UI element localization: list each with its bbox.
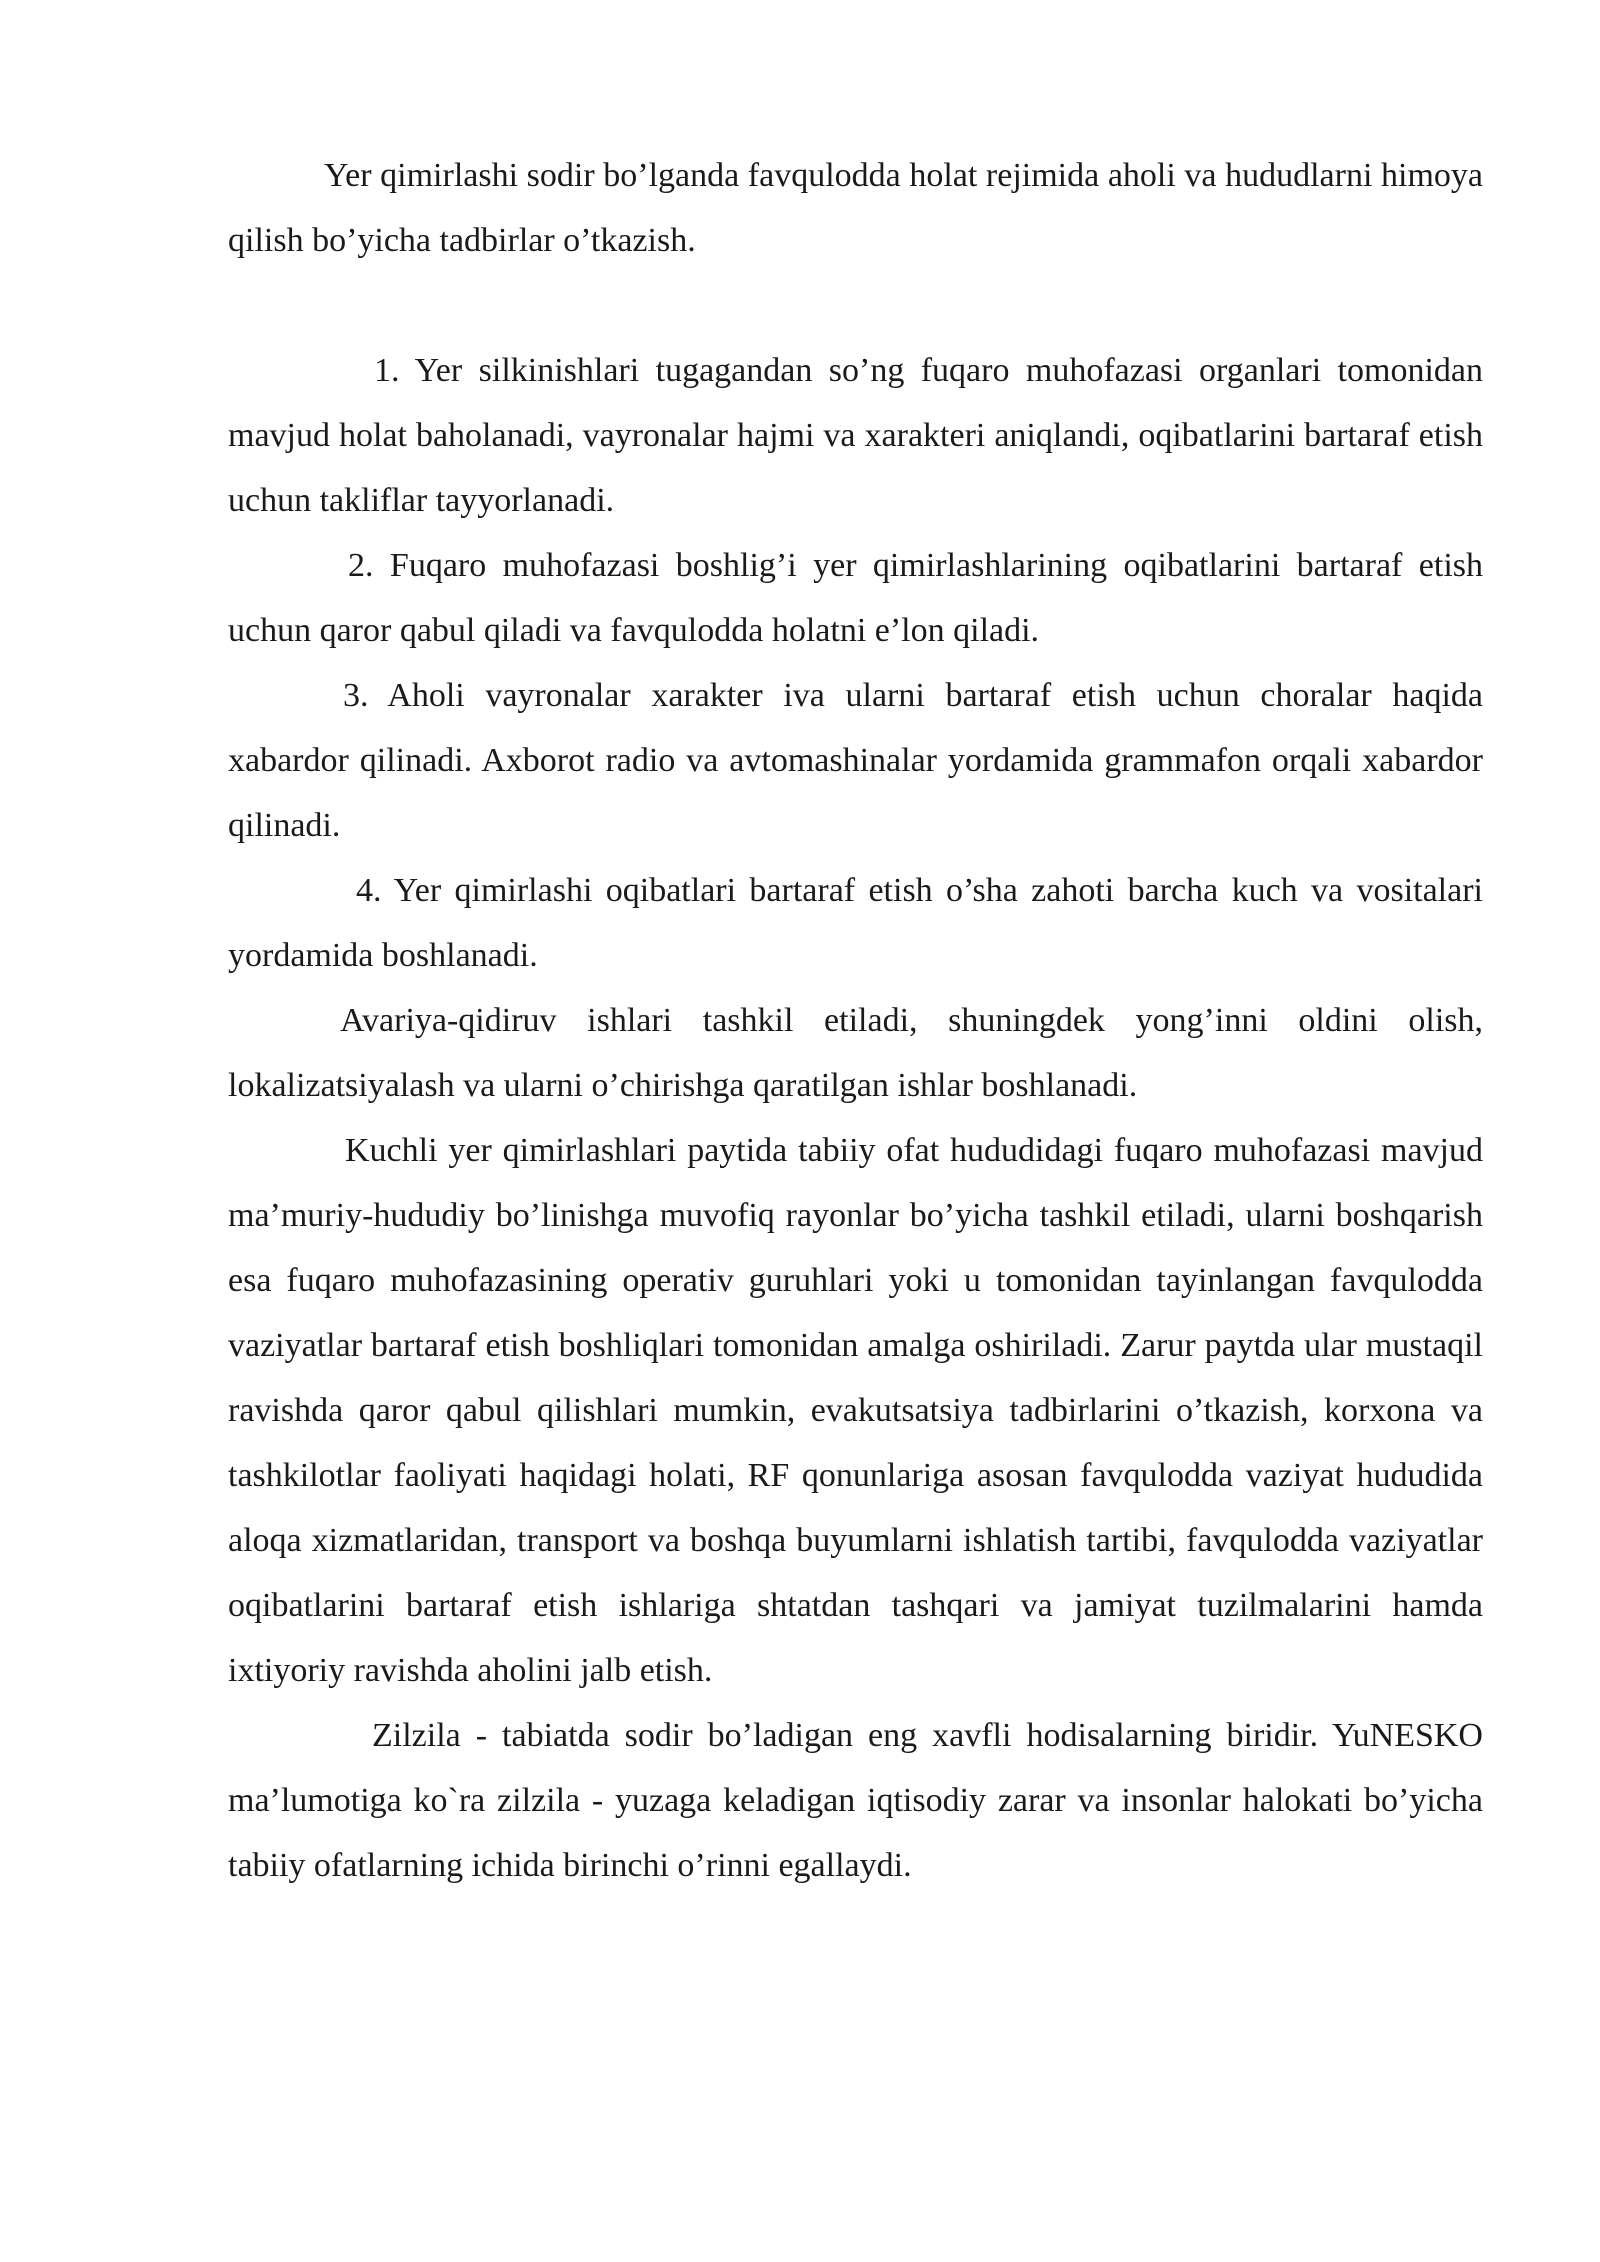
paragraph-item-1: 1. Yer silkinishlari tugagandan so’ng fuqaro muhofazasi organlari tomonidan mavjud holat baholanadi, vayronalar hajmi va xarakteri aniqlandi, oqibatlarini bartaraf etish uchun takliflar tayyorlanadi.: [228, 352, 1483, 519]
paragraph-unesco: Zilzila - tabiatda sodir bo’ladigan eng xavfli hodisalarning biridir. YuNESKO ma’lumotiga ko`ra zilzila - yuzaga keladigan iqtisodiy zarar va insonlar halokati bo’yicha tabiiy ofatlarning ichida birinchi o’rinni egallaydi.: [228, 1717, 1483, 1884]
paragraph-item-3: 3. Aholi vayronalar xarakter iva ularni bartaraf etish uchun choralar haqida xabardor qilinadi. Axborot radio va avtomashinalar yordamida grammafon orqali xabardor qilinadi.: [228, 677, 1483, 844]
paragraph-strong-earthquakes: Kuchli yer qimirlashlari paytida tabiiy ofat hududidagi fuqaro muhofazasi mavjud ma’muriy-hududiy bo’linishga muvofiq rayonlar bo’yicha tashkil etiladi, ularni boshqarish esa fuqaro muhofazasining operativ guruhlari yoki u tomonidan tayinlangan favqulodda vaziyatlar bartaraf etish boshliqlari tomonidan amalga oshiriladi. Zarur paytda ular mustaqil ravishda qaror qabul qilishlari mumkin, evakutsatsiya tadbirlarini o’tkazish, korxona va tashkilotlar faoliyati haqidagi holati, RF qonunlariga asosan favqulodda vaziyat hududida aloqa xizmatlaridan, transport va boshqa buyumlarni ishlatish tartibi, favqulodda vaziyatlar oqibatlarini bartaraf etish ishlariga shtatdan tashqari va jamiyat tuzilmalarini hamda ixtiyoriy ravishda aholini jalb etish.: [228, 1132, 1483, 1689]
blank-line: [228, 273, 1483, 338]
document-heading: Yer qimirlashi sodir bo’lganda favqulodda holat rejimida aholi va hududlarni himoya qilish bo’yicha tadbirlar o’tkazish.: [228, 157, 1483, 259]
paragraph-item-4: 4. Yer qimirlashi oqibatlari bartaraf etish o’sha zahoti barcha kuch va vositalari yordamida boshlanadi.: [228, 872, 1483, 974]
paragraph-item-2: 2. Fuqaro muhofazasi boshlig’i yer qimirlashlarining oqibatlarini bartaraf etish uchun qaror qabul qiladi va favqulodda holatni e’lon qiladi.: [228, 547, 1483, 649]
document-body: [228, 143, 1483, 1898]
paragraph-search-rescue: Avariya-qidiruv ishlari tashkil etiladi, shuningdek yong’inni oldini olish, lokalizatsiyalash va ularni o’chirishga qaratilgan ishlar boshlanadi.: [228, 1002, 1483, 1104]
